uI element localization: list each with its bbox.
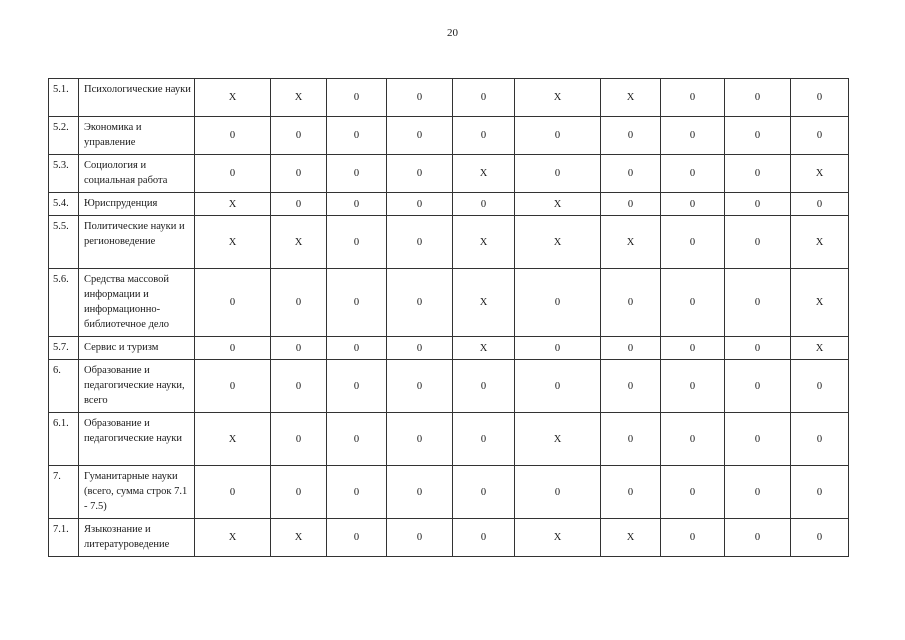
table-cell: 0 <box>387 519 453 557</box>
table-cell: 0 <box>453 413 515 466</box>
table-cell: 0 <box>453 79 515 117</box>
table-cell: 0 <box>791 117 849 155</box>
table-body <box>49 79 849 557</box>
table-cell: X <box>515 193 601 216</box>
table-cell: 0 <box>725 155 791 193</box>
table-cell: 0 <box>195 466 271 519</box>
table-cell: X <box>601 216 661 269</box>
table-cell: X <box>453 216 515 269</box>
table-cell: 0 <box>327 519 387 557</box>
table-cell: 0 <box>601 155 661 193</box>
table-cell: 0 <box>387 117 453 155</box>
table-cell: 0 <box>327 413 387 466</box>
table-cell: 0 <box>453 117 515 155</box>
table-cell: X <box>453 155 515 193</box>
table-cell: 0 <box>195 337 271 360</box>
table-cell: 0 <box>271 269 327 337</box>
table-cell: 0 <box>387 466 453 519</box>
table-cell: X <box>791 337 849 360</box>
table-cell: 0 <box>387 216 453 269</box>
row-label: Средства массовой информации и информационно-библиотечное дело <box>79 269 195 337</box>
table-cell: 0 <box>453 466 515 519</box>
table-cell: 0 <box>453 193 515 216</box>
table-cell: X <box>195 79 271 117</box>
table-cell: 0 <box>661 360 725 413</box>
table-row <box>49 193 849 216</box>
page-number: 20 <box>447 27 458 39</box>
table-row <box>49 117 849 155</box>
row-number: 5.2. <box>49 117 79 155</box>
row-label: Политические науки и регионоведение <box>79 216 195 269</box>
row-number: 7.1. <box>49 519 79 557</box>
table-cell: X <box>195 519 271 557</box>
table-cell: 0 <box>387 269 453 337</box>
row-label: Образование и педагогические науки <box>79 413 195 466</box>
table-cell: X <box>601 79 661 117</box>
table-cell: 0 <box>791 466 849 519</box>
table-cell: 0 <box>327 155 387 193</box>
table-row <box>49 79 849 117</box>
table-cell: 0 <box>601 337 661 360</box>
table-cell: X <box>515 413 601 466</box>
table-cell: X <box>453 269 515 337</box>
table-cell: X <box>195 216 271 269</box>
row-number: 5.4. <box>49 193 79 216</box>
row-number: 5.5. <box>49 216 79 269</box>
table-cell: X <box>195 413 271 466</box>
table-cell: 0 <box>601 193 661 216</box>
table-cell: 0 <box>515 337 601 360</box>
table-cell: 0 <box>327 79 387 117</box>
row-label: Образование и педагогические науки, всего <box>79 360 195 413</box>
table-cell: 0 <box>791 413 849 466</box>
row-number: 5.6. <box>49 269 79 337</box>
table-cell: 0 <box>271 413 327 466</box>
table-cell: 0 <box>327 117 387 155</box>
data-table <box>48 78 849 557</box>
table-cell: X <box>791 269 849 337</box>
table-cell: X <box>791 155 849 193</box>
table-cell: 0 <box>725 79 791 117</box>
table-row <box>49 519 849 557</box>
table-cell: 0 <box>601 360 661 413</box>
table-cell: 0 <box>195 117 271 155</box>
table-cell: 0 <box>661 519 725 557</box>
table-cell: 0 <box>791 519 849 557</box>
table-row <box>49 216 849 269</box>
table-cell: 0 <box>725 413 791 466</box>
table-cell: X <box>453 337 515 360</box>
row-number: 5.1. <box>49 79 79 117</box>
row-label: Юриспруденция <box>79 193 195 216</box>
table-cell: 0 <box>387 155 453 193</box>
table-cell: 0 <box>271 337 327 360</box>
table-cell: 0 <box>661 466 725 519</box>
table-cell: 0 <box>661 216 725 269</box>
table-cell: 0 <box>661 117 725 155</box>
row-label: Языкознание и литературоведение <box>79 519 195 557</box>
table-cell: 0 <box>327 193 387 216</box>
table-cell: X <box>515 519 601 557</box>
table-cell: 0 <box>453 360 515 413</box>
row-label: Гуманитарные науки (всего, сумма строк 7.1 - 7.5) <box>79 466 195 519</box>
table-cell: 0 <box>725 360 791 413</box>
table-cell: 0 <box>387 360 453 413</box>
table-row <box>49 337 849 360</box>
table-cell: 0 <box>661 269 725 337</box>
table-cell: 0 <box>661 337 725 360</box>
table-cell: 0 <box>387 337 453 360</box>
table-cell: 0 <box>271 117 327 155</box>
table-cell: 0 <box>327 337 387 360</box>
table-cell: 0 <box>271 360 327 413</box>
table-cell: 0 <box>725 466 791 519</box>
table-cell: 0 <box>387 413 453 466</box>
table-cell: 0 <box>661 413 725 466</box>
table-cell: 0 <box>661 79 725 117</box>
table-cell: 0 <box>327 466 387 519</box>
table-cell: X <box>195 193 271 216</box>
table-cell: 0 <box>271 155 327 193</box>
table-cell: 0 <box>601 413 661 466</box>
table-cell: 0 <box>791 360 849 413</box>
table-cell: 0 <box>515 155 601 193</box>
table-cell: 0 <box>791 193 849 216</box>
table-cell: 0 <box>271 193 327 216</box>
table-cell: 0 <box>387 193 453 216</box>
table-cell: 0 <box>601 466 661 519</box>
table-cell: 0 <box>387 79 453 117</box>
row-label: Социология и социальная работа <box>79 155 195 193</box>
table-cell: X <box>791 216 849 269</box>
table-cell: 0 <box>601 269 661 337</box>
table-cell: X <box>271 216 327 269</box>
row-number: 7. <box>49 466 79 519</box>
table-cell: 0 <box>725 519 791 557</box>
table-row <box>49 466 849 519</box>
table-cell: 0 <box>601 117 661 155</box>
table-cell: 0 <box>453 519 515 557</box>
table-cell: X <box>271 519 327 557</box>
table-cell: 0 <box>327 269 387 337</box>
table-cell: 0 <box>725 117 791 155</box>
table-row <box>49 269 849 337</box>
table-row <box>49 413 849 466</box>
table-cell: 0 <box>661 193 725 216</box>
table-cell: 0 <box>515 466 601 519</box>
table-cell: 0 <box>515 269 601 337</box>
table-cell: 0 <box>725 269 791 337</box>
table-cell: 0 <box>791 79 849 117</box>
table-cell: 0 <box>195 360 271 413</box>
table-cell: 0 <box>195 155 271 193</box>
table-cell: X <box>515 216 601 269</box>
row-number: 6. <box>49 360 79 413</box>
table-cell: 0 <box>725 337 791 360</box>
table-cell: 0 <box>725 216 791 269</box>
table-cell: 0 <box>195 269 271 337</box>
table-row <box>49 360 849 413</box>
row-label: Сервис и туризм <box>79 337 195 360</box>
table-cell: 0 <box>515 117 601 155</box>
row-number: 5.3. <box>49 155 79 193</box>
row-number: 6.1. <box>49 413 79 466</box>
row-number: 5.7. <box>49 337 79 360</box>
row-label: Психологические науки <box>79 79 195 117</box>
table-cell: X <box>271 79 327 117</box>
table-cell: 0 <box>725 193 791 216</box>
table-cell: 0 <box>661 155 725 193</box>
table-cell: X <box>515 79 601 117</box>
table-cell: 0 <box>515 360 601 413</box>
table-cell: X <box>601 519 661 557</box>
table-row <box>49 155 849 193</box>
row-label: Экономика и управление <box>79 117 195 155</box>
table-cell: 0 <box>271 466 327 519</box>
table-cell: 0 <box>327 360 387 413</box>
table-cell: 0 <box>327 216 387 269</box>
